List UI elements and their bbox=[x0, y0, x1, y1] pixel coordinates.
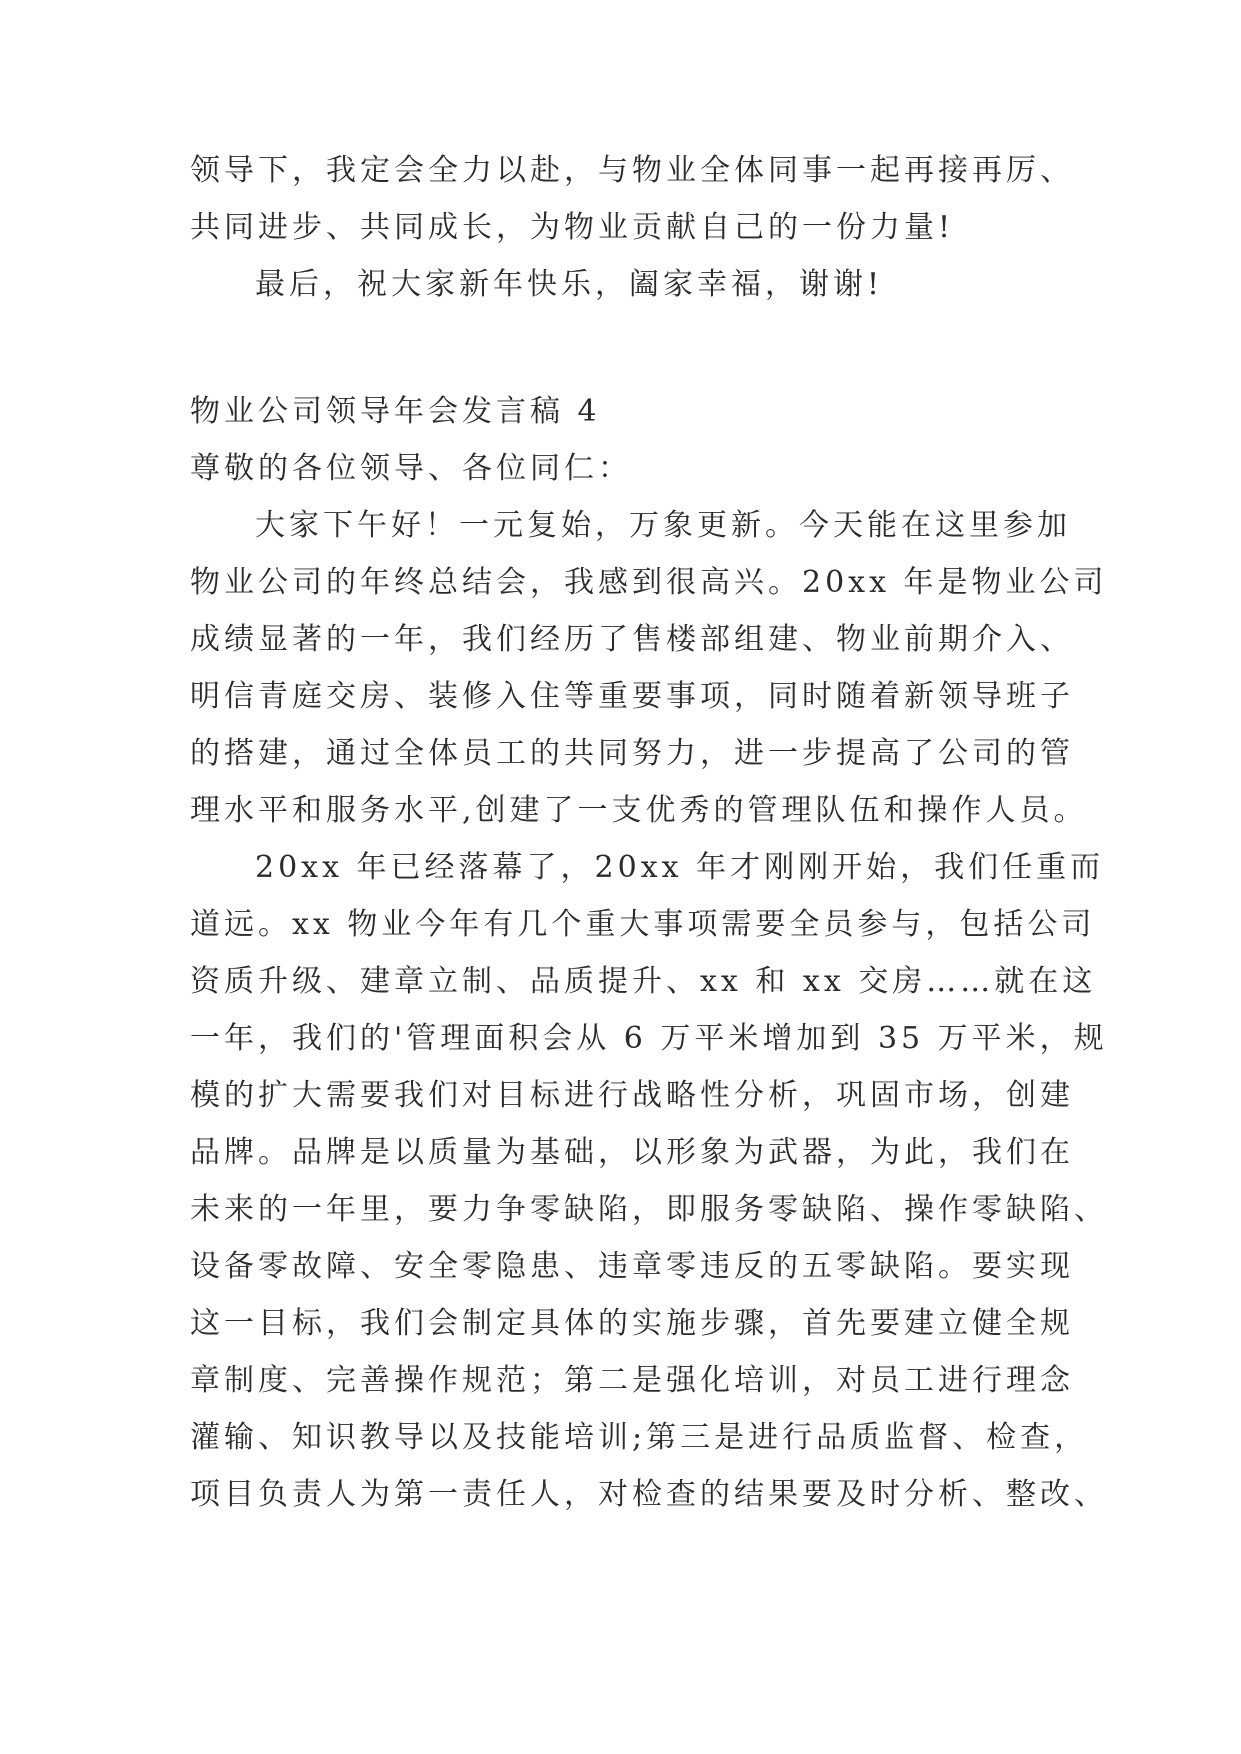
paragraph-line: 章制度、完善操作规范；第二是强化培训，对员工进行理念 bbox=[190, 1363, 1074, 1398]
paragraph-line: 灌输、知识教导以及技能培训;第三是进行品质监督、检查， bbox=[190, 1420, 1089, 1455]
paragraph-line: 道远。xx 物业今年有几个重大事项需要全员参与，包括公司 bbox=[190, 907, 1096, 942]
paragraph-line: 品牌。品牌是以质量为基础，以形象为武器，为此，我们在 bbox=[190, 1135, 1074, 1170]
salutation: 尊敬的各位领导、各位同仁： bbox=[190, 451, 632, 486]
paragraph-line: 成绩显著的一年，我们经历了售楼部组建、物业前期介入、 bbox=[190, 622, 1074, 657]
paragraph-line: 项目负责人为第一责任人，对检查的结果要及时分析、整改、 bbox=[190, 1477, 1108, 1512]
paragraph-line: 明信青庭交房、装修入住等重要事项，同时随着新领导班子 bbox=[190, 679, 1074, 714]
closing-line: 最后，祝大家新年快乐，阖家幸福，谢谢! bbox=[255, 267, 884, 302]
paragraph-line: 资质升级、建章立制、品质提升、xx 和 xx 交房……就在这 bbox=[190, 964, 1097, 999]
paragraph-line: 未来的一年里，要力争零缺陷，即服务零缺陷、操作零缺陷、 bbox=[190, 1192, 1108, 1227]
paragraph-line: 这一目标，我们会制定具体的实施步骤，首先要建立健全规 bbox=[190, 1306, 1074, 1341]
section-title: 物业公司领导年会发言稿 4 bbox=[190, 394, 601, 429]
paragraph-line: 模的扩大需要我们对目标进行战略性分析，巩固市场，创建 bbox=[190, 1078, 1074, 1113]
text-line: 领导下，我定会全力以赴，与物业全体同事一起再接再厉、 bbox=[190, 153, 1074, 188]
paragraph-line: 一年，我们的'管理面积会从 6 万平米增加到 35 万平米，规 bbox=[190, 1021, 1108, 1056]
paragraph-line: 大家下午好！一元复始，万象更新。今天能在这里参加 bbox=[255, 508, 1071, 543]
paragraph-line: 理水平和服务水平,创建了一支优秀的管理队伍和操作人员。 bbox=[190, 793, 1088, 828]
paragraph-line: 20xx 年已经落幕了，20xx 年才刚刚开始，我们任重而 bbox=[255, 850, 1105, 885]
text-line: 共同进步、共同成长，为物业贡献自己的一份力量! bbox=[190, 210, 955, 245]
paragraph-line: 的搭建，通过全体员工的共同努力，进一步提高了公司的管 bbox=[190, 736, 1074, 771]
paragraph-line: 物业公司的年终总结会，我感到很高兴。20xx 年是物业公司 bbox=[190, 565, 1108, 600]
paragraph-line: 设备零故障、安全零隐患、违章零违反的五零缺陷。要实现 bbox=[190, 1249, 1074, 1284]
